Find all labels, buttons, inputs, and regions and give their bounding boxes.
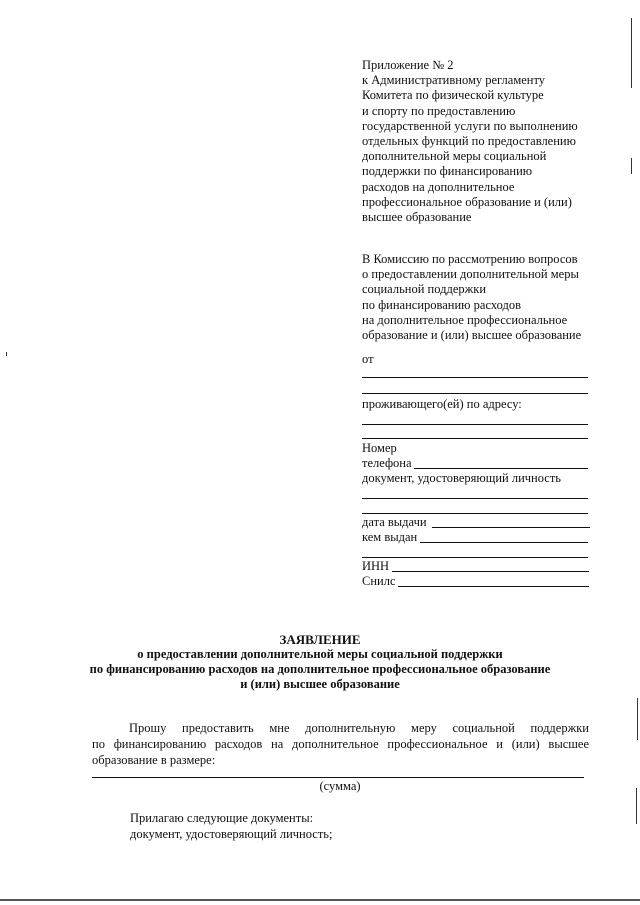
appendix-header [362,58,592,225]
scan-edge-mark [6,352,7,356]
attach-intro: Прилагаю следующие документы: [130,811,314,825]
addressee-line: по финансированию расходов [362,297,522,312]
body-line-3: образование в размере: [92,753,216,767]
addressee-line: о предоставлении дополнительной меры [362,267,579,282]
sum-line[interactable] [92,777,584,778]
phone-line[interactable] [414,468,588,469]
address-label: проживающего(ей) по адресу: [362,397,522,411]
issue-date-label: дата выдачи [362,515,427,529]
application-title: ЗАЯВЛЕНИЕ [279,632,361,647]
phone-label-1: Номер [362,441,397,455]
from-line-1[interactable] [362,377,588,378]
id-doc-label: документ, удостоверяющий личность [362,471,562,485]
appendix-line: отдельных функций по предоставлению [362,134,576,149]
application-subtitle-3: и (или) высшее образование [240,677,400,691]
phone-label-2: телефона [362,456,412,470]
inn-label: ИНН [362,559,390,573]
body-line-2: по финансированию расходов на дополнительное профессиональное и (или) высшее [92,737,589,751]
scan-bottom-edge [0,899,640,901]
application-subtitle-2: по финансированию расходов на дополнительное профессиональное образование [89,662,551,676]
application-subtitle-1: о предоставлении дополнительной меры социальной поддержки [137,647,503,661]
issued-by-line-1[interactable] [420,542,588,543]
scan-edge-mark [631,18,632,88]
addressee-line: образование и (или) высшее образование [362,328,582,343]
appendix-line: Комитета по физической культуре [362,88,544,103]
addressee-line: социальной поддержки [362,282,487,297]
address-line-2[interactable] [362,438,588,439]
appendix-line: расходов на дополнительное [362,179,515,194]
appendix-line: государственной услуги по выполнению [362,118,578,133]
inn-line[interactable] [392,571,589,572]
from-label: от [362,352,374,366]
id-doc-line-1[interactable] [362,498,588,499]
issued-by-line-2[interactable] [362,557,588,558]
scan-edge-mark [636,788,637,824]
addressee-block [362,252,592,343]
snils-line[interactable] [398,586,589,587]
address-line-1[interactable] [362,424,588,425]
appendix-line: и спорту по предоставлению [362,103,516,118]
id-doc-line-2[interactable] [362,513,588,514]
appendix-line: Приложение № 2 [362,58,454,72]
body-line-1: Прошу предоставить мне дополнительную меру социальной поддержки [129,721,589,735]
issue-date-line[interactable] [432,527,590,528]
appendix-line: профессиональное образование и (или) [362,194,572,209]
scan-edge-mark [631,158,632,174]
scan-edge-mark [637,698,638,740]
addressee-line: В Комиссию по рассмотрению вопросов [362,252,578,266]
appendix-line: поддержки по финансированию [362,164,533,179]
issued-by-label: кем выдан [362,530,418,544]
sum-caption: (сумма) [319,779,361,793]
from-line-2[interactable] [362,393,588,394]
attach-item: документ, удостоверяющий личность; [130,827,333,841]
appendix-line: дополнительной меры социальной [362,149,547,164]
appendix-line: к Административному регламенту [362,73,546,88]
addressee-line: на дополнительное профессиональное [362,312,568,327]
appendix-line: высшее образование [362,210,472,225]
snils-label: Снилс [362,574,396,588]
